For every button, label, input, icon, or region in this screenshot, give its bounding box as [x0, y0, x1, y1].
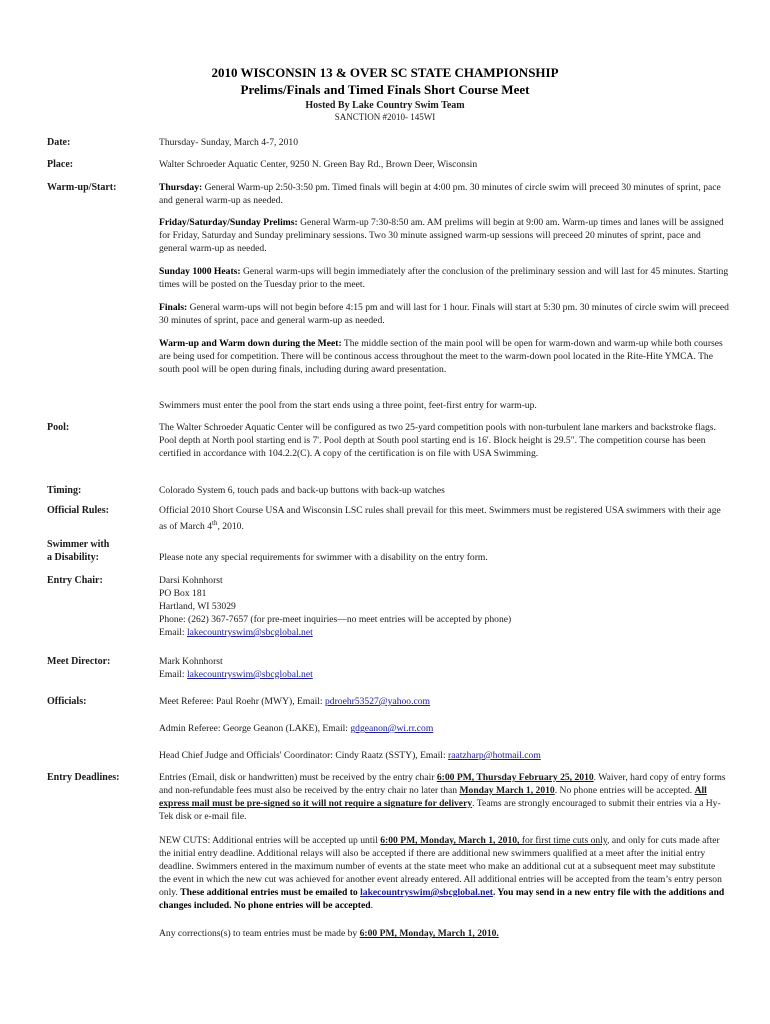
- disability-label-line1: Swimmer with: [47, 539, 110, 550]
- deadlines-text: . Waiver, hard copy of entry forms and non-refundable fees must also be received by the entry chair no later than: [159, 772, 726, 796]
- entry-chair-label: Entry Chair:: [47, 575, 103, 586]
- warmup-prelims-heading: Friday/Saturday/Sunday Prelims:: [159, 217, 298, 228]
- new-cuts-deadline: 6:00 PM, Monday, March 1, 2010,: [380, 835, 520, 846]
- admin-referee-text: Admin Referee: George Geanon (LAKE), Email:: [159, 723, 351, 734]
- timing-label: Timing:: [47, 485, 82, 496]
- entry-chair-name: Darsi Kohnhorst: [159, 575, 223, 586]
- date-label: Date:: [47, 137, 71, 148]
- new-cuts-text: , and only for cuts made after the initial entry deadline. Additional relays will also be accepted if there are additional new swimmers qualified at a meet after the initial entry deadline. Swimmers entered in the maximum number of events at the state meet who make an additional cut at a subsequent meet may substitute the event in which the new cut was achieved for another event already entered. All additional entries will be accepted from the team’s entry person only.: [159, 835, 722, 898]
- officials-label: Officials:: [47, 696, 87, 707]
- document-title: 2010 WISCONSIN 13 & OVER SC STATE CHAMPIONSHIP: [211, 65, 559, 80]
- additional-entries-note: . You may send in a new entry file with the additions and changes included. No phone entries will be accepted: [159, 887, 725, 911]
- entry-chair-city: Hartland, WI 53029: [159, 601, 236, 612]
- warmup-finals: [159, 301, 729, 327]
- admin-referee-email-link[interactable]: gdgeanon@wi.rr.com: [350, 723, 434, 734]
- deadlines-paragraph-3: [159, 927, 729, 940]
- deadline-date: 6:00 PM, Thursday February 25, 2010: [436, 772, 594, 783]
- warmup-prelims-text: General Warm-up 7:30-8:50 am. AM prelims will begin at 9:00 am. Warm-up times and lanes will be assigned for Friday, Saturday and Sunday preliminary sessions. Two 30 minute assigned warm-up sessions will preceed 20 minutes of sprint, pace and general warm-up as needed.: [159, 217, 724, 254]
- head-judge-text: Head Chief Judge and Officials' Coordinator: Cindy Raatz (SSTY), Email:: [159, 750, 449, 761]
- corrections-deadline: 6:00 PM, Monday, March 1, 2010.: [359, 928, 499, 939]
- warmup-thursday-heading: Thursday:: [159, 182, 203, 193]
- warmup-sunday-text: General warm-ups will begin immediately after the conclusion of the preliminary session and will last for 45 minutes. Starting times will be posted on the Tuesday prior to the meet.: [159, 266, 729, 290]
- place-value: Walter Schroeder Aquatic Center, 9250 N. Green Bay Rd., Brown Deer, Wisconsin: [159, 159, 478, 170]
- disability-value: Please note any special requirements for swimmer with a disability on the entry form.: [159, 552, 488, 563]
- express-mail-notice: All express mail must be pre-signed so it will not require a signature for delivery: [159, 785, 707, 809]
- entry-chair-po-box: PO Box 181: [159, 588, 207, 599]
- disability-label-line2: a Disability:: [47, 552, 99, 563]
- warmup-label: Warm-up/Start:: [47, 182, 117, 193]
- warmup-thursday: [159, 181, 729, 207]
- hosted-by-line: Hosted By Lake Country Swim Team: [305, 100, 465, 111]
- warmup-warmdown: [159, 337, 729, 376]
- warmup-finals-text: General warm-ups will not begin before 4:15 pm and will last for 1 hour. Finals will start at 5:30 pm. 30 minutes of circle swim will preceed 30 minutes of sprint, pace and general warm-up as needed.: [159, 302, 729, 326]
- warmup-entry-note: Swimmers must enter the pool from the start ends using a three point, feet-first entry for warm-up.: [159, 400, 537, 411]
- document-subtitle: Prelims/Finals and Timed Finals Short Course Meet: [240, 82, 530, 97]
- entry-chair-phone: Phone: (262) 367-7657 (for pre-meet inquiries—no meet entries will be accepted by phone): [159, 614, 512, 625]
- rules-superscript: th: [212, 519, 218, 527]
- warmup-warmdown-text: The middle section of the main pool will be open for warm-down and warm-up while both courses are being used for competition. There will be continous access throughout the meet to the warm-down pool located in the Rite-Hite YMCA. The south pool will be open during finals, including during award presentation.: [159, 338, 723, 375]
- warmup-finals-heading: Finals:: [159, 302, 188, 313]
- entry-chair-email-label: Email:: [159, 627, 187, 638]
- deadlines-text: . Teams are strongly encouraged to submit their entries via a Hy-Tek disk or e-mail file.: [159, 798, 721, 822]
- pool-value: The Walter Schroeder Aquatic Center will be configured as two 25-yard competition pools with non-turbulent lane markers and backstroke flags. Pool depth at North pool starting end is 7'. Pool depth at South pool starting end is 16'. Block height is 29.5". The competition course has been certified in accordance with 104.2.2(C). A copy of the certification is on file with USA Swimming.: [159, 422, 716, 459]
- meet-director-email-label: Email:: [159, 669, 187, 680]
- sanction-number: SANCTION #2010- 145WI: [334, 112, 436, 122]
- timing-value: Colorado System 6, touch pads and back-up buttons with back-up watches: [159, 485, 445, 496]
- officials-head-judge: [159, 749, 729, 762]
- meet-director-block: [159, 655, 729, 681]
- rules-value: [159, 504, 729, 533]
- new-cuts-text: NEW CUTS: Additional entries will be accepted up until: [159, 835, 381, 846]
- disability-label: [47, 538, 152, 564]
- warmup-sunday-1000: [159, 265, 729, 291]
- rules-text-end: , 2010.: [217, 521, 244, 533]
- meet-director-label: Meet Director:: [47, 656, 111, 667]
- deadlines-label: Entry Deadlines:: [47, 772, 120, 783]
- additional-entries-email-link[interactable]: lakecountryswim@sbcglobal.net: [360, 887, 493, 898]
- meet-director-email-line: [159, 668, 729, 681]
- officials-referee: [159, 695, 729, 708]
- rules-text: Official 2010 Short Course USA and Wisconsin LSC rules shall prevail for this meet. Swimmers must be registered USA swimmers with their age as of March 4: [159, 505, 721, 533]
- first-time-cuts-note: for first time cuts only: [519, 835, 608, 846]
- warmup-thursday-text: General Warm-up 2:50-3:50 pm. Timed finals will begin at 4:00 pm. 30 minutes of circle swim will preceed 30 minutes of sprint, pace and general warm-up as needed.: [159, 182, 721, 206]
- deadlines-text: . No phone entries will be accepted.: [554, 785, 695, 796]
- deadlines-paragraph-2: [159, 834, 729, 912]
- corrections-text: Any corrections(s) to team entries must be made by: [159, 928, 360, 939]
- warmup-warmdown-heading: Warm-up and Warm down during the Meet:: [159, 338, 342, 349]
- officials-admin-referee: [159, 722, 729, 735]
- pool-label: Pool:: [47, 422, 70, 433]
- place-label: Place:: [47, 159, 74, 170]
- meet-director-email-link[interactable]: lakecountryswim@sbcglobal.net: [186, 669, 313, 680]
- waiver-deadline-date: Monday March 1, 2010: [459, 785, 555, 796]
- deadlines-text: Entries (Email, disk or handwritten) must be received by the entry chair: [159, 772, 437, 783]
- new-cuts-text: .: [370, 900, 374, 911]
- warmup-prelims: [159, 216, 729, 255]
- rules-label: Official Rules:: [47, 505, 109, 516]
- entry-chair-block: [159, 574, 729, 639]
- entry-chair-email-line: [159, 626, 729, 639]
- referee-email-link[interactable]: pdroehr53527@yahoo.com: [324, 696, 431, 707]
- referee-text: Meet Referee: Paul Roehr (MWY), Email:: [159, 696, 325, 707]
- head-judge-email-link[interactable]: raatzharp@hotmail.com: [448, 750, 541, 761]
- deadlines-paragraph-1: [159, 771, 729, 823]
- entry-chair-email-link[interactable]: lakecountryswim@sbcglobal.net: [186, 627, 313, 638]
- meet-director-name: Mark Kohnhorst: [159, 656, 223, 667]
- email-instruction: These additional entries must be emailed to: [180, 887, 361, 898]
- warmup-sunday-heading: Sunday 1000 Heats:: [159, 266, 241, 277]
- date-value: Thursday- Sunday, March 4-7, 2010: [159, 137, 298, 148]
